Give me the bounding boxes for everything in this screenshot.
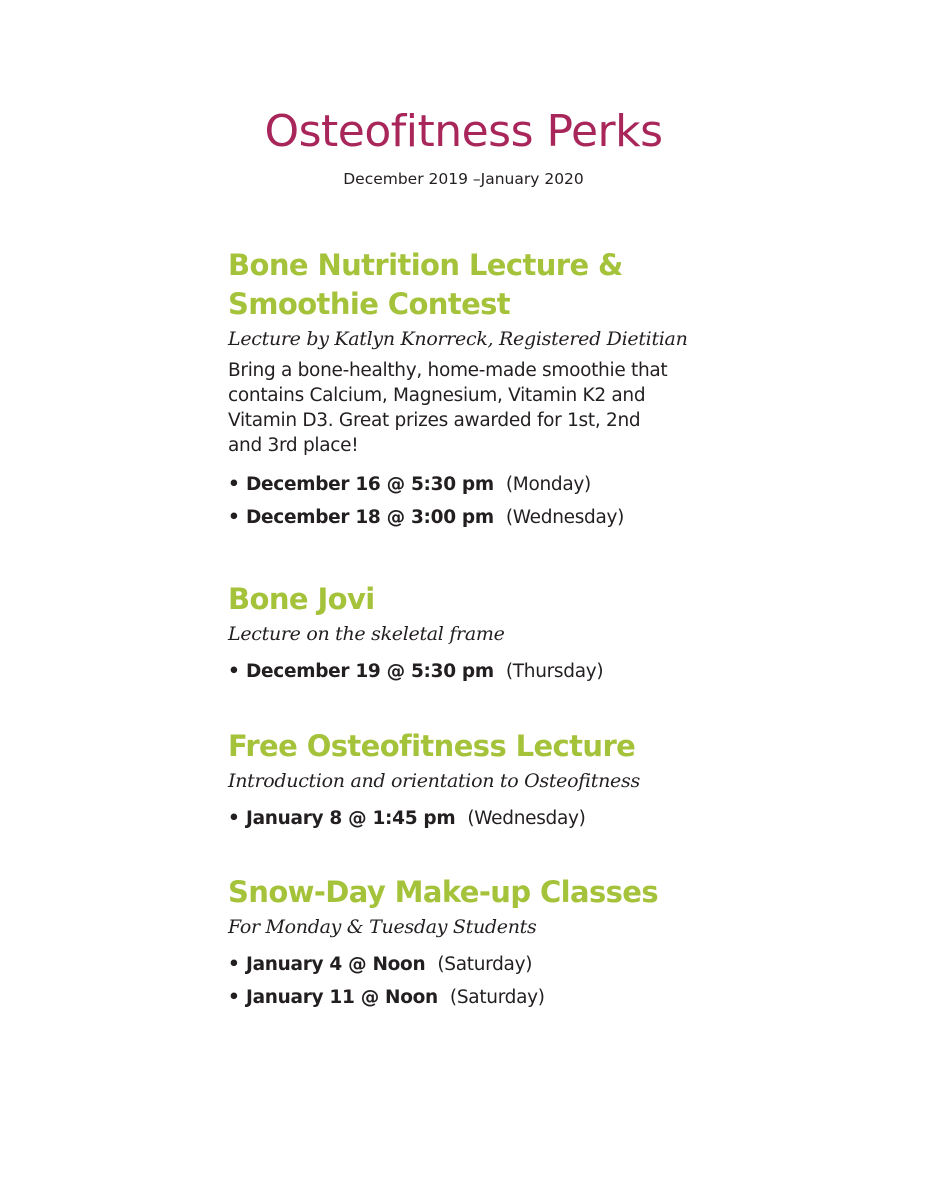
description-line: Vitamin D3. Great prizes awarded for 1st, 2nd [228, 410, 641, 431]
date-time: December 19 @ 5:30 pm [246, 661, 494, 682]
date-time: December 18 @ 3:00 pm [246, 507, 494, 528]
event-title [228, 246, 748, 324]
date-item [228, 468, 748, 501]
date-item [228, 802, 748, 835]
event-description [228, 358, 698, 458]
bullet-icon: • [228, 987, 240, 1008]
weekday: (Saturday) [437, 954, 533, 975]
date-list [228, 948, 748, 1014]
weekday: (Wednesday) [505, 507, 625, 528]
bullet-icon: • [228, 808, 240, 829]
event-free-lecture [228, 727, 748, 835]
event-title: Snow-Day Make-up Classes [228, 875, 659, 909]
date-time: January 4 @ Noon [246, 954, 426, 975]
event-title: Free Osteofitness Lecture [228, 729, 636, 763]
bullet-icon: • [228, 661, 240, 682]
date-item [228, 655, 748, 688]
bullet-icon: • [228, 954, 240, 975]
event-subtitle: Lecture by Katlyn Knorreck, Registered Dietitian [228, 328, 688, 350]
event-bone-jovi [228, 580, 748, 688]
date-time: January 8 @ 1:45 pm [246, 808, 456, 829]
date-time: December 16 @ 5:30 pm [246, 474, 494, 495]
weekday: (Wednesday) [467, 808, 586, 829]
date-list [228, 468, 748, 534]
event-subtitle: Lecture on the skeletal frame [228, 623, 505, 645]
weekday: (Saturday) [449, 987, 545, 1008]
date-list [228, 655, 748, 688]
date-time: January 11 @ Noon [246, 987, 438, 1008]
event-subtitle: Introduction and orientation to Osteofitness [228, 770, 640, 792]
description-line: contains Calcium, Magnesium, Vitamin K2 and [228, 385, 646, 406]
page-title: Osteofitness Perks [264, 106, 663, 157]
date-item [228, 501, 748, 534]
weekday: (Thursday) [505, 661, 604, 682]
bullet-icon: • [228, 474, 240, 495]
event-subtitle: For Monday & Tuesday Students [228, 916, 537, 938]
weekday: (Monday) [505, 474, 591, 495]
event-bone-nutrition [228, 246, 748, 534]
date-item [228, 981, 748, 1014]
event-title: Bone Jovi [228, 582, 375, 616]
date-list [228, 802, 748, 835]
description-line: and 3rd place! [228, 435, 359, 456]
bullet-icon: • [228, 507, 240, 528]
event-snow-day-classes [228, 873, 748, 1014]
date-item [228, 948, 748, 981]
date-range: December 2019 –January 2020 [343, 170, 584, 188]
description-line: Bring a bone-healthy, home-made smoothie that [228, 360, 668, 381]
event-title-line: Smoothie Contest [228, 287, 511, 321]
event-title-line: Bone Nutrition Lecture & [228, 248, 623, 282]
